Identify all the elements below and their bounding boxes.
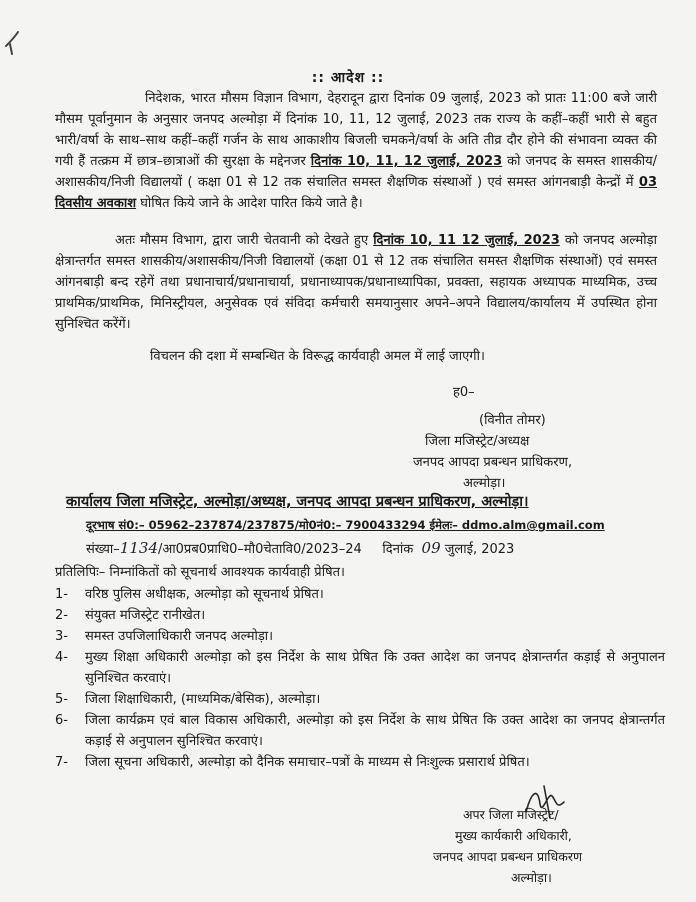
order-paragraph-2: अतः मौसम विभाग, द्वारा जारी चेतवानी को देखते हुए दिनांक 10, 11 12 जुलाई, 2023 को जनपद अल्मोड़ा क्षेत्रान्तर्गत समस्त शासकीय/अशासकीय/निजी विद्यालयों (कक्षा 01 से 12 तक संचालित समस्त शैक्षणिक संस्थाओं) एवं समस्त आंगनबाड़ी बन्द रहेगें तथा प्रधानाचार्य/प्रधानाचार्या, प्रधानाध्यापक/प्रधानाध्यापिका, प्रवक्ता, सहायक अध्यापक माध्यमिक, उच्च प्राथमिक/प्राथमिक, मिनिस्ट्रीयल, अनुसेवक एवं संविदा कर्मचारी समयानुसार अपने–अपने विद्यालय/कार्यालय में उपस्थित होना सुनिश्चित करेंगें। — [55, 233, 658, 332]
reference-line — [86, 538, 646, 560]
reference-label: संख्या– — [86, 542, 120, 557]
list-item: 5- जिला शिक्षाधिकारी, (माध्यमिक/बेसिक), अल्मोड़ा। — [55, 692, 321, 707]
list-item: 7- जिला सूचना अधिकारी, अल्मोड़ा को दैनिक समाचार–पत्रों के माध्यम से निःशुल्क प्रसारार्थ प्रेषित। — [55, 755, 530, 770]
list-item: 3- समस्त उपजिलाधिकारी जनपद अल्मोड़ा। — [55, 629, 274, 644]
order-heading: :: आदेश :: — [311, 70, 385, 86]
dm-name: (विनीत तोमर) — [479, 413, 546, 428]
adm-authority: जनपद आपदा प्रबन्धन प्राधिकरण — [433, 849, 582, 864]
office-title: कार्यालय जिला मजिस्ट्रेट, अल्मोड़ा/अध्यक्ष, जनपद आपदा प्रबन्धन प्राधिकरण, अल्मोड़ा। — [66, 494, 529, 510]
pen-tick-mark — [2, 28, 32, 58]
list-item: 1- वरिष्ठ पुलिस अधीक्षक, अल्मोड़ा को सूचनार्थ प्रेषित। — [55, 587, 324, 602]
dm-authority: जनपद आपदा प्रबन्धन प्राधिकरण, — [413, 455, 573, 470]
order-paragraph-3: विचलन की दशा में सम्बन्धित के विरूद्ध कार्यवाही अमल में लाई जाएगी। — [150, 349, 485, 364]
order-paragraph-1: निदेशक, भारत मौसम विज्ञान विभाग, देहरादून द्वारा दिनांक 09 जुलाई, 2023 को प्रातः 11:00 बजे जारी मौसम पूर्वानुमान के अनुसार जनपद अल्मोड़ा में दिनांक 10, 11, 12 जुलाई, 2023 तक राज्य के कहीं–कहीं भारी से बहुत भारी/वर्षा के साथ–साथ कहीं–कहीं गर्जन के साथ आकाशीय बिजली चमकने/वर्षा के अति तीव्र दौर होने की संभावना व्यक्त की गयी हैं तत्क्रम में छात्र–छात्राओं की सुरक्षा के मद्देनजर दिनांक 10, 11, 12 जुलाई, 2023 को जनपद के समस्त शासकीय/अशासकीय/निजी विद्यालयों ( कक्षा 01 से 12 तक संचालित समस्त शैक्षणिक संस्थाओं ) एवं समस्त आंगनबाड़ी केन्द्रों में 03 दिवसीय अवकाश घोषित किये जाने के आदेश पारित किये जाते है। — [55, 91, 657, 211]
adm-place: अल्मोड़ा। — [511, 870, 552, 885]
copy-to-intro: प्रतिलिपिः– निम्नांकितों को सूचनार्थ आवश्यक कार्यवाही प्रेषित। — [55, 565, 345, 580]
copy-to-list — [55, 584, 665, 773]
closure-dates: दिनांक 10, 11 12 जुलाई, 2023 — [373, 233, 560, 248]
adm-designation-1: अपर जिला मजिस्ट्रेट/ — [463, 807, 559, 822]
dm-signature-block — [413, 410, 683, 494]
holiday-dates: दिनांक 10, 11, 12 जुलाई, 2023 — [310, 154, 503, 169]
adm-signature-block — [433, 804, 683, 888]
reference-number: 1134 — [119, 539, 158, 557]
reference-code: /आ0प्रब0प्राधि0–मौ0चेतावि0/2023–24 — [158, 542, 362, 557]
list-item: 4- मुख्य शिक्षा अधिकारी अल्मोड़ा को इस निर्देश के साथ प्रेषित कि उक्त आदेश का जनपद क्षेत्रान्तर्गत कड़ाई से अनुपालन सुनिश्चित करवाएं। — [55, 650, 665, 686]
adm-designation-2: मुख्य कार्यकारी अधिकारी, — [455, 828, 572, 843]
dm-place: अल्मोड़ा। — [463, 476, 506, 491]
dm-designation: जिला मजिस्ट्रेट/अध्यक्ष — [425, 434, 530, 449]
signed-mark: ह0– — [453, 385, 475, 400]
date-label: दिनांक — [382, 542, 414, 557]
contact-line: दूरभाष सं0:– 05962–237874/237875/मो0नं0:– 7900433294 ईमेलः– ddmo.alm@gmail.com — [86, 518, 605, 532]
date-month-year: जुलाई, 2023 — [444, 542, 515, 557]
holiday-duration: 03 दिवसीय अवकाश — [55, 175, 657, 211]
list-item: 6- जिला कार्यक्रम एवं बाल विकास अधिकारी, अल्मोड़ा को इस निर्देश के साथ प्रेषित कि उक्त आदेश का जनपद क्षेत्रान्तर्गत कड़ाई से अनुपालन सुनिश्चित करवाएं। — [55, 713, 665, 749]
date-day: 09 — [421, 539, 441, 557]
list-item: 2- संयुक्त मजिस्ट्रेट रानीखेत। — [55, 608, 206, 623]
